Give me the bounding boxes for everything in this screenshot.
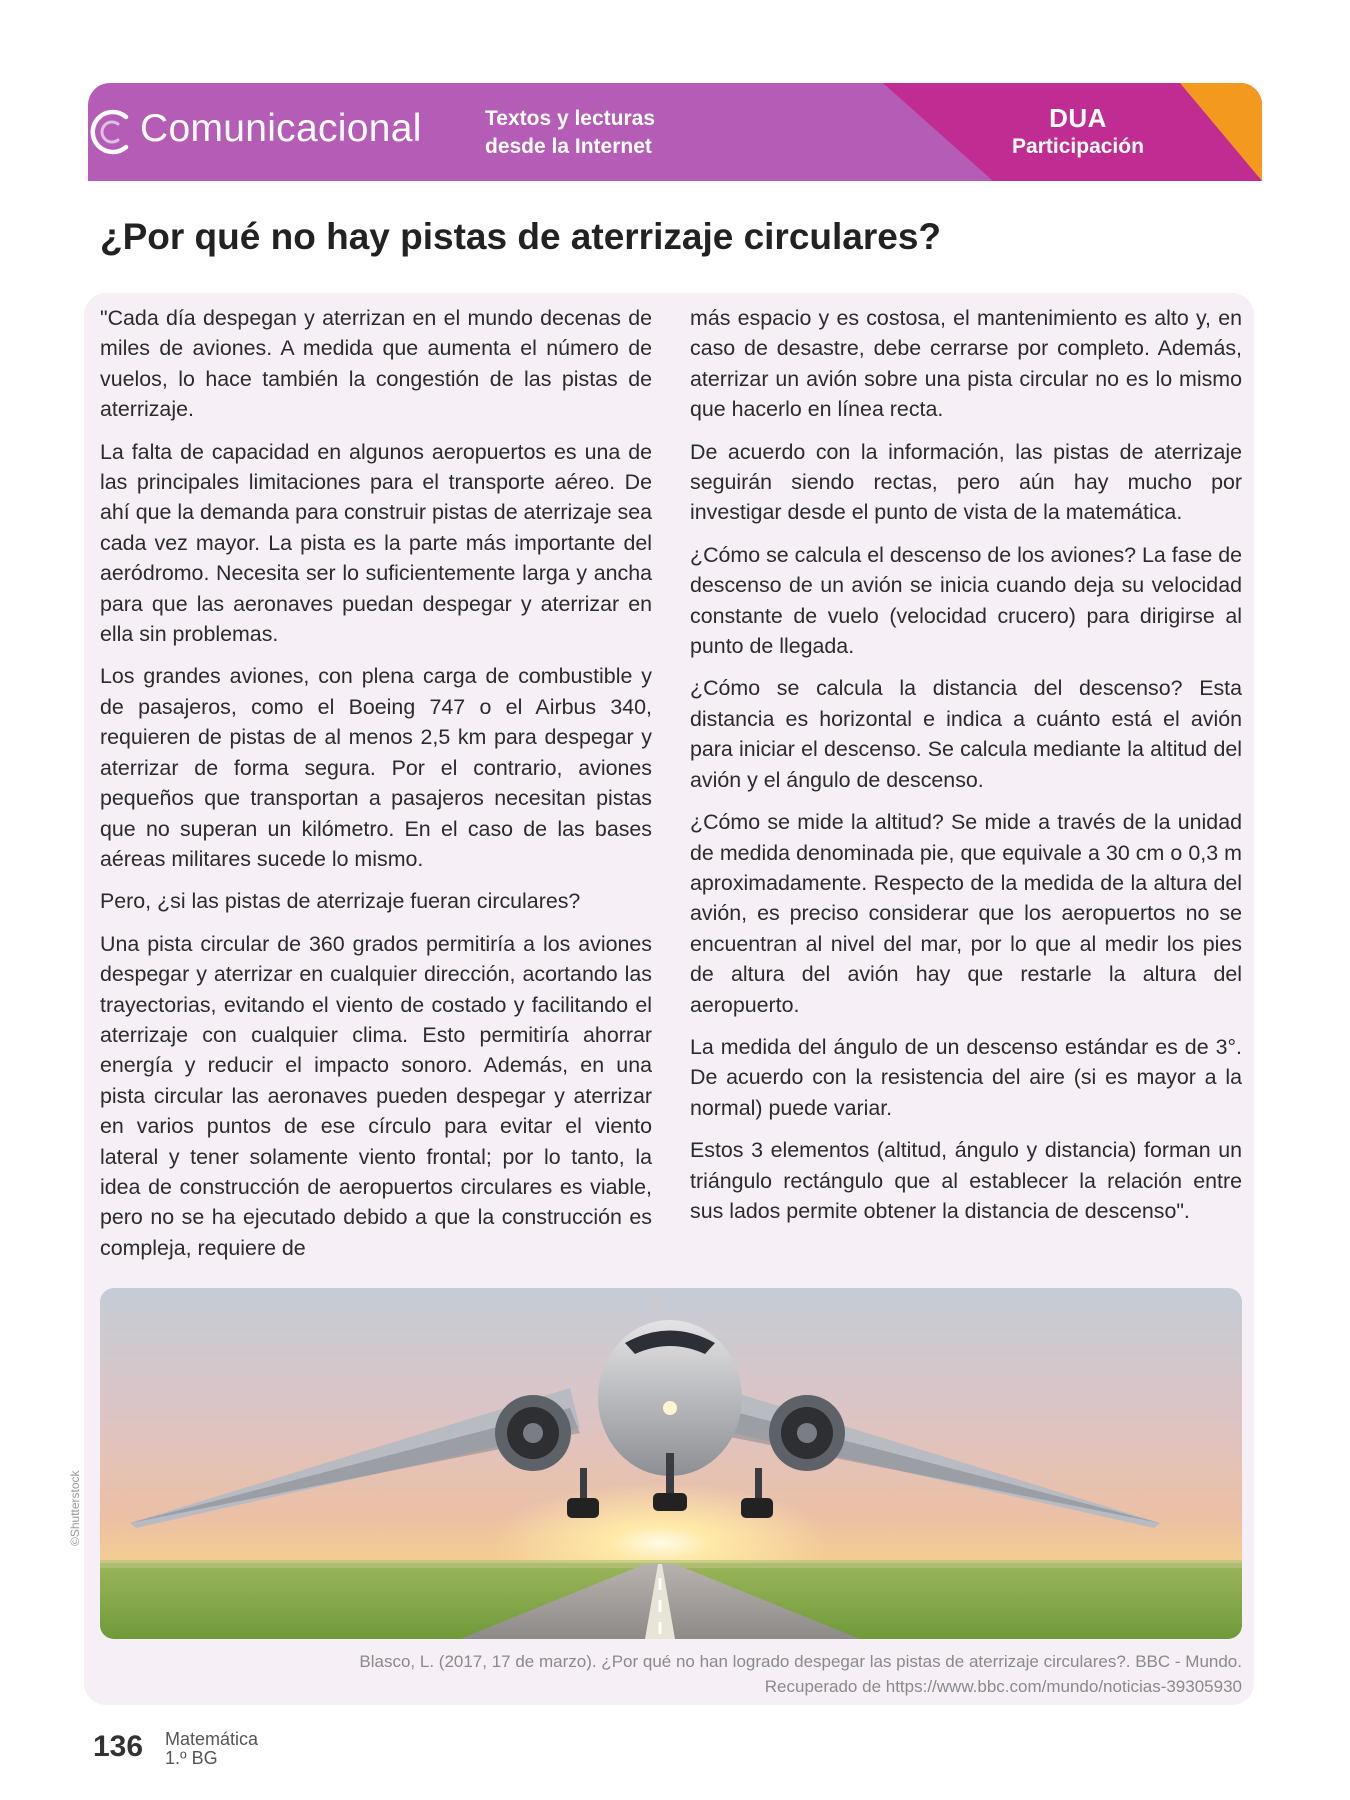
photo-credit: ©Shutterstock [68, 1470, 82, 1546]
citation-line-2: Recuperado de https://www.bbc.com/mundo/noticias-39305930 [764, 1677, 1242, 1696]
topic-line-1: Textos y lecturas [485, 107, 656, 130]
article-title: ¿Por qué no hay pistas de aterrizaje circulares? [100, 216, 942, 257]
paragraph: ¿Cómo se calcula el descenso de los aviones? La fase de descenso de un avión se inicia cuando deja su velocidad constante de vuelo (velocidad crucero) para dirigirse al punto de llegada. [690, 542, 1242, 659]
subject-label [165, 1730, 258, 1768]
page-number: 136 [93, 1730, 144, 1763]
section-topic [485, 105, 655, 161]
paragraph: La falta de capacidad en algunos aeropuertos es una de las principales limitaciones para el transporte aéreo. De ahí que la demanda para construir pistas de aterrizaje sea cada vez mayor. La pista es la parte más importante del aeródromo. Necesita ser lo suficientemente larga y ancha para que las aeronaves puedan despegar y aterrizar en ella sin problemas. [100, 439, 652, 647]
paragraph: De acuerdo con la información, las pistas de aterrizaje seguirán siendo rectas, pero aún hay mucho por investigar desde el punto de vista de la matemática. [690, 439, 1242, 525]
paragraph: ¿Cómo se calcula la distancia del descenso? Esta distancia es horizontal e indica a cuánto está el avión para iniciar el descenso. Se calcula mediante la altitud del avión y el ángulo de descenso. [690, 676, 1242, 792]
airplane-takeoff-illustration [100, 1288, 1242, 1639]
paragraph: Pero, ¿si las pistas de aterrizaje fueran circulares? [100, 889, 581, 914]
paragraph: "Cada día despegan y aterrizan en el mundo decenas de miles de aviones. A medida que aumenta el número de vuelos, lo hace también la congestión de las pistas de aterrizaje. [100, 306, 652, 422]
dua-badge-subtitle: Participación [1012, 135, 1144, 158]
paragraph: Los grandes aviones, con plena carga de combustible y de pasajeros, como el Boeing 747 o el Airbus 340, requieren de pistas de al menos 2,5 km para despegar y aterrizar de forma segura. Por el contrario, aviones pequeños que transportan a pasajeros necesitan pistas que no superan un kilómetro. En el caso de las bases aéreas militares sucede lo mismo. [100, 664, 652, 871]
dua-badge-title: DUA [1049, 103, 1107, 133]
paragraph: La medida del ángulo de un descenso estándar es de 3°. De acuerdo con la resistencia del aire (si es mayor a la normal) puede variar. [690, 1034, 1242, 1120]
subject-name: Matemática [165, 1729, 259, 1749]
section-name: Comunicacional [140, 107, 422, 150]
airplane-photo [100, 1288, 1242, 1639]
paragraph: ¿Cómo se mide la altitud? Se mide a través de la unidad de medida denominada pie, que equivale a 30 cm o 0,3 m aproximadamente. Respecto de la medida de la altura del avión, es preciso considerar que los aeropuertos no se encuentran al nivel del mar, por lo que al medir los pies de altura del avión hay que restarle la altura del aeropuerto. [690, 810, 1242, 1017]
comunicacional-c-icon [88, 105, 134, 159]
grade-label: 1.º BG [165, 1748, 218, 1768]
paragraph: Estos 3 elementos (altitud, ángulo y distancia) forman un triángulo rectángulo que al establecer la relación entre sus lados permite obtener la distancia de descenso". [690, 1138, 1242, 1223]
paragraph: más espacio y es costosa, el mantenimiento es alto y, en caso de desastre, debe cerrarse por completo. Además, aterrizar un avión sobre una pista circular no es lo mismo que hacerlo en línea recta. [690, 306, 1242, 422]
topic-line-2: desde la Internet [485, 135, 652, 158]
source-citation [242, 1649, 1242, 1699]
dua-badge [978, 103, 1178, 161]
paragraph: Una pista circular de 360 grados permitiría a los aviones despegar y aterrizar en cualquier dirección, acortando las trayectorias, evitando el viento de costado y facilitando el aterrizaje con cualquier clima. Esto permitiría ahorrar energía y reducir el impacto sonoro. Además, en una pista circular las aeronaves pueden despegar y aterrizar en varios puntos de ese círculo para evitar el viento lateral y tener solamente viento frontal; por lo tanto, la idea de construcción de aeropuertos circulares es viable, pero no se ha ejecutado debido a que la construcción es compleja, requiere de [100, 931, 652, 1260]
section-banner [88, 83, 1262, 181]
article-column-left [100, 303, 652, 1275]
article-column-right [690, 303, 1242, 1238]
citation-line-1: Blasco, L. (2017, 17 de marzo). ¿Por qué no han logrado despegar las pistas de aterrizaje circulares?. BBC - Mundo. [359, 1652, 1242, 1671]
